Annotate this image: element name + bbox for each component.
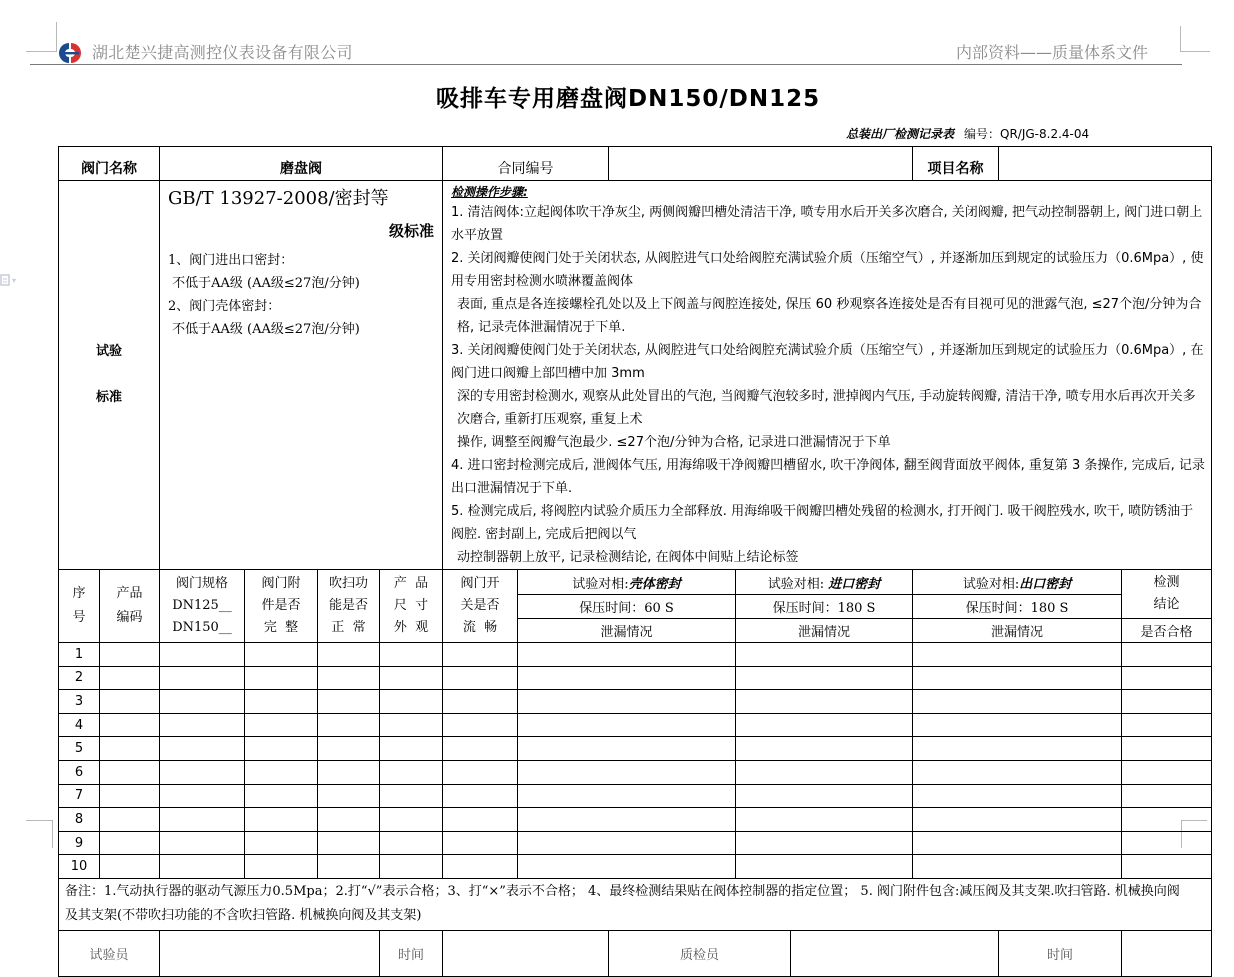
open-cell[interactable] xyxy=(443,760,518,784)
open-cell[interactable] xyxy=(443,713,518,737)
procedure-step: 表面, 重点是各连接螺栓孔处以及上下阀盖与阀腔连接处, 保压 60 秒观察各连接处是否有目视可见的泄露气泡, ≤27个泡/分钟为合格, 记录壳体泄漏情况于下单. xyxy=(457,297,1202,335)
inlet-leak-cell[interactable] xyxy=(736,831,913,855)
shell-leak-cell[interactable] xyxy=(518,713,736,737)
blow-cell[interactable] xyxy=(318,666,380,690)
size-cell[interactable] xyxy=(380,760,443,784)
form-code: 编号：QR/JG-8.2.4-04 xyxy=(964,127,1090,141)
outlet-leak-cell[interactable] xyxy=(913,737,1122,761)
time-label-2: 时间 xyxy=(999,930,1122,976)
project-label: 项目名称 xyxy=(913,147,999,181)
seq-cell: 1 xyxy=(59,643,100,667)
table-row xyxy=(59,808,1212,832)
seq-cell: 10 xyxy=(59,855,100,879)
conclusion-cell[interactable] xyxy=(1122,808,1212,832)
col-header-open-l1: 阀门开 xyxy=(460,576,500,591)
test-prefix: 试验对相: xyxy=(767,576,825,592)
product-code-cell[interactable] xyxy=(100,713,160,737)
test-standard-label-line2: 标准 xyxy=(95,390,122,405)
product-code-cell[interactable] xyxy=(100,784,160,808)
note-row xyxy=(59,878,1212,930)
outlet-leak-cell[interactable] xyxy=(913,690,1122,714)
test-standard-content xyxy=(160,181,443,570)
open-cell[interactable] xyxy=(443,855,518,879)
standard-code-line1: GB/T 13927-2008/密封等 xyxy=(168,188,389,209)
valve-name-label: 阀门名称 xyxy=(59,147,160,181)
outlet-leak-cell[interactable] xyxy=(913,808,1122,832)
info-row xyxy=(59,147,1212,181)
seq-cell: 5 xyxy=(59,737,100,761)
open-cell[interactable] xyxy=(443,808,518,832)
conclusion-cell[interactable] xyxy=(1122,855,1212,879)
test-prefix: 试验对相: xyxy=(572,576,629,592)
test-standard-label xyxy=(59,181,160,570)
inspector-label: 质检员 xyxy=(609,930,791,976)
col-header-spec-l3: DN150__ xyxy=(172,620,232,635)
inlet-leak-cell[interactable] xyxy=(736,690,913,714)
form-name: 总装出厂检测记录表 xyxy=(846,127,955,141)
spec-cell[interactable] xyxy=(160,666,245,690)
table-row xyxy=(59,855,1212,879)
col-header-size-l3: 外 观 xyxy=(393,620,429,635)
contract-value[interactable] xyxy=(609,147,913,181)
inlet-leak-cell[interactable] xyxy=(736,737,913,761)
open-cell[interactable] xyxy=(443,690,518,714)
spec-cell[interactable] xyxy=(160,855,245,879)
shell-leak-cell[interactable] xyxy=(518,855,736,879)
contract-label: 合同编号 xyxy=(443,147,609,181)
spec-cell[interactable] xyxy=(160,760,245,784)
internal-doc-label: 内部资料——质量体系文件 xyxy=(956,43,1149,62)
standard-item: 1、阀门进出口密封： xyxy=(168,253,294,268)
standard-item: 2、阀门壳体密封： xyxy=(168,299,281,314)
col-header-size-l1: 产 品 xyxy=(393,576,429,591)
col-header-blow-l3: 正 常 xyxy=(331,620,366,635)
conclusion-cell[interactable] xyxy=(1122,713,1212,737)
inlet-leak-cell[interactable] xyxy=(736,713,913,737)
hold-time-inlet: 保压时间：180 S xyxy=(736,595,913,619)
col-header-acc-l3: 完 整 xyxy=(263,620,299,635)
accessories-cell[interactable] xyxy=(245,784,318,808)
accessories-cell[interactable] xyxy=(245,760,318,784)
remarks-line2: 及其支架(不带吹扫功能的不含吹扫管路. 机械换向阀及其支架) xyxy=(65,908,422,924)
table-row xyxy=(59,737,1212,761)
blow-cell[interactable] xyxy=(318,784,380,808)
paste-options-icon[interactable]: ▾ xyxy=(0,272,22,290)
product-code-cell[interactable] xyxy=(100,690,160,714)
inspection-record-table xyxy=(58,146,1212,977)
remarks-line1: 备注：1.气动执行器的驱动气源压力0.5Mpa；2.打“√”表示合格；3、打“×”表示不合格； 4、最终检测结果贴在阀体控制器的指定位置； 5. 阀门附件包含:减压阀及其支架.吹扫管路. 机械换向阀 xyxy=(65,884,1180,900)
shell-leak-cell[interactable] xyxy=(518,666,736,690)
company-name: 湖北楚兴捷高测控仪表设备有限公司 xyxy=(92,43,353,62)
leak-status-outlet: 泄漏情况 xyxy=(913,619,1122,643)
test-inlet-header xyxy=(736,570,913,595)
size-cell[interactable] xyxy=(380,643,443,667)
corner-mark-top-right-h xyxy=(1180,51,1210,52)
size-cell[interactable] xyxy=(380,690,443,714)
table-row xyxy=(59,831,1212,855)
col-header-spec-l2: DN125__ xyxy=(172,598,232,613)
inlet-leak-cell[interactable] xyxy=(736,808,913,832)
spec-cell[interactable] xyxy=(160,713,245,737)
conclusion-cell[interactable] xyxy=(1122,784,1212,808)
inlet-leak-cell[interactable] xyxy=(736,760,913,784)
procedure-heading: 检测操作步骤: xyxy=(451,185,528,199)
procedure-step: 操作, 调整至阀瓣气泡最少. ≤27个泡/分钟为合格, 记录进口泄漏情况于下单 xyxy=(457,435,891,450)
shell-leak-cell[interactable] xyxy=(518,808,736,832)
leak-status-shell: 泄漏情况 xyxy=(518,619,736,643)
conclusion-cell[interactable] xyxy=(1122,831,1212,855)
spec-cell[interactable] xyxy=(160,808,245,832)
col-header-acc-l2: 件是否 xyxy=(261,598,301,613)
col-header-acc-l1: 阀门附 xyxy=(261,576,301,591)
table-row xyxy=(59,760,1212,784)
inlet-leak-cell[interactable] xyxy=(736,855,913,879)
product-code-cell[interactable] xyxy=(100,666,160,690)
outlet-leak-cell[interactable] xyxy=(913,831,1122,855)
time-label-1: 时间 xyxy=(380,930,443,976)
outlet-leak-cell[interactable] xyxy=(913,784,1122,808)
procedure-step: 深的专用密封检测水, 观察从此处冒出的气泡, 当阀瓣气泡较多时, 泄掉阀内气压, 手动旋转阀瓣, 清洁干净, 喷专用水后再次开关多次磨合, 重新打压观察, 重复上术 xyxy=(457,389,1196,427)
size-cell[interactable] xyxy=(380,713,443,737)
conclusion-cell[interactable] xyxy=(1122,737,1212,761)
test-outlet-header xyxy=(913,570,1122,595)
col-header-conclusion xyxy=(1122,570,1212,619)
product-code-cell[interactable] xyxy=(100,831,160,855)
procedure-step: 2. 关闭阀瓣使阀门处于关闭状态, 从阀腔进气口处给阀腔充满试验介质（压缩空气）, 并逐渐加压到规定的试验压力（0.6Mpa）, 使用专用密封检测水喷淋覆盖阀体 xyxy=(451,251,1204,289)
seq-cell: 4 xyxy=(59,713,100,737)
accessories-cell[interactable] xyxy=(245,737,318,761)
conclusion-cell[interactable] xyxy=(1122,760,1212,784)
shell-leak-cell[interactable] xyxy=(518,737,736,761)
test-standard-label-line1: 试验 xyxy=(95,344,122,359)
test-name: 壳体密封 xyxy=(628,576,681,592)
col-header-blow-l2: 能是否 xyxy=(328,598,368,613)
col-header-open-l2: 关是否 xyxy=(460,598,500,613)
product-code-cell[interactable] xyxy=(100,855,160,879)
tester-label: 试验员 xyxy=(59,930,160,976)
seq-cell: 7 xyxy=(59,784,100,808)
shell-leak-cell[interactable] xyxy=(518,760,736,784)
blow-cell[interactable] xyxy=(318,690,380,714)
hold-time-shell: 保压时间：60 S xyxy=(518,595,736,619)
project-value[interactable] xyxy=(999,147,1212,181)
blow-cell[interactable] xyxy=(318,737,380,761)
shell-leak-cell[interactable] xyxy=(518,831,736,855)
open-cell[interactable] xyxy=(443,831,518,855)
size-cell[interactable] xyxy=(380,666,443,690)
size-cell[interactable] xyxy=(380,831,443,855)
size-cell[interactable] xyxy=(380,808,443,832)
test-shell-header xyxy=(518,570,736,595)
corner-mark-top-right xyxy=(1180,26,1181,52)
standard-row xyxy=(59,181,1212,570)
accessories-cell[interactable] xyxy=(245,666,318,690)
conclusion-cell[interactable] xyxy=(1122,690,1212,714)
product-code-cell[interactable] xyxy=(100,737,160,761)
document-title: 吸排车专用磨盘阀DN150/DN125 xyxy=(436,86,821,112)
blow-cell[interactable] xyxy=(318,713,380,737)
procedure-steps xyxy=(443,181,1212,570)
shell-leak-cell[interactable] xyxy=(518,784,736,808)
accessories-cell[interactable] xyxy=(245,855,318,879)
open-cell[interactable] xyxy=(443,737,518,761)
size-cell[interactable] xyxy=(380,784,443,808)
valve-name-value[interactable]: 磨盘阀 xyxy=(160,147,443,181)
open-cell[interactable] xyxy=(443,666,518,690)
col-header-concl-l3: 是否合格 xyxy=(1122,619,1212,643)
standard-code-line2: 级标准 xyxy=(388,222,434,240)
company-logo-icon xyxy=(52,40,88,66)
procedure-step: 4. 进口密封检测完成后, 泄阀体气压, 用海绵吸干净阀瓣凹槽留水, 吹干净阀体, 翻至阀背面放平阀体, 重复第 3 条操作, 完成后, 记录出口泄漏情况于下单. xyxy=(451,458,1205,496)
blow-cell[interactable] xyxy=(318,808,380,832)
conclusion-cell[interactable] xyxy=(1122,643,1212,667)
data-rows xyxy=(59,643,1212,879)
inlet-leak-cell[interactable] xyxy=(736,784,913,808)
standard-item: 不低于AA级 (AA级≤27泡/分钟) xyxy=(168,322,360,337)
blow-cell[interactable] xyxy=(318,831,380,855)
time-value-2[interactable] xyxy=(1122,930,1212,976)
accessories-cell[interactable] xyxy=(245,690,318,714)
col-header-size-l2: 尺 寸 xyxy=(393,598,429,613)
test-name: 出口密封 xyxy=(1019,576,1072,592)
table-row xyxy=(59,784,1212,808)
col-header-open-l3: 流 畅 xyxy=(462,620,498,635)
open-cell[interactable] xyxy=(443,643,518,667)
outlet-leak-cell[interactable] xyxy=(913,666,1122,690)
procedure-step: 5. 检测完成后, 将阀腔内试验介质压力全部释放. 用海绵吸干阀瓣凹槽处残留的检测水, 打开阀门. 吸干阀腔残水, 吹干, 喷防锈油于阀腔. 密封副上, 完成后把阀以气 xyxy=(451,504,1194,542)
corner-mark-bottom-left-h xyxy=(26,820,52,821)
outlet-leak-cell[interactable] xyxy=(913,760,1122,784)
col-header-open xyxy=(443,570,518,643)
seq-cell: 8 xyxy=(59,808,100,832)
signature-row xyxy=(59,930,1212,976)
open-cell[interactable] xyxy=(443,784,518,808)
col-header-blow-l1: 吹扫功 xyxy=(328,576,368,591)
col-header-accessories xyxy=(245,570,318,643)
blow-cell[interactable] xyxy=(318,855,380,879)
seq-cell: 9 xyxy=(59,831,100,855)
hold-time-outlet: 保压时间：180 S xyxy=(913,595,1122,619)
outlet-leak-cell[interactable] xyxy=(913,713,1122,737)
size-cell[interactable] xyxy=(380,737,443,761)
col-header-spec-l1: 阀门规格 xyxy=(175,576,228,591)
spec-cell[interactable] xyxy=(160,643,245,667)
size-cell[interactable] xyxy=(380,855,443,879)
inspector-value[interactable] xyxy=(791,930,999,976)
col-header-size xyxy=(380,570,443,643)
col-header-blow xyxy=(318,570,380,643)
table-row xyxy=(59,666,1212,690)
spec-cell[interactable] xyxy=(160,784,245,808)
header-rule xyxy=(30,64,1182,65)
remarks xyxy=(59,878,1212,930)
procedure-step: 3. 关闭阀瓣使阀门处于关闭状态, 从阀腔进气口处给阀腔充满试验介质（压缩空气）, 并逐渐加压到规定的试验压力（0.6Mpa）, 在阀门进口阀瓣上部凹槽中加 3mm xyxy=(451,343,1204,381)
leak-status-inlet: 泄漏情况 xyxy=(736,619,913,643)
table-row xyxy=(59,643,1212,667)
product-code-cell[interactable] xyxy=(100,808,160,832)
spec-cell[interactable] xyxy=(160,690,245,714)
shell-leak-cell[interactable] xyxy=(518,690,736,714)
standard-item: 不低于AA级 (AA级≤27泡/分钟) xyxy=(168,276,360,291)
product-code-cell[interactable] xyxy=(100,643,160,667)
inlet-leak-cell[interactable] xyxy=(736,643,913,667)
blow-cell[interactable] xyxy=(318,643,380,667)
blow-cell[interactable] xyxy=(318,760,380,784)
col-header-concl-l2: 结论 xyxy=(1153,597,1180,612)
seq-cell: 2 xyxy=(59,666,100,690)
time-value-1[interactable] xyxy=(443,930,609,976)
seq-cell: 6 xyxy=(59,760,100,784)
conclusion-cell[interactable] xyxy=(1122,666,1212,690)
col-header-seq: 序号 xyxy=(59,570,100,643)
procedure-step: 动控制器朝上放平, 记录检测结论, 在阀体中间贴上结论标签 xyxy=(457,550,799,565)
table-row xyxy=(59,690,1212,714)
shell-leak-cell[interactable] xyxy=(518,643,736,667)
col-header-concl-l1: 检测 xyxy=(1153,575,1180,590)
test-prefix: 试验对相: xyxy=(962,576,1020,592)
accessories-cell[interactable] xyxy=(245,831,318,855)
accessories-cell[interactable] xyxy=(245,713,318,737)
outlet-leak-cell[interactable] xyxy=(913,643,1122,667)
procedure-step: 1. 清洁阀体:立起阀体吹干净灰尘, 两侧阀瓣凹槽处清洁干净, 喷专用水后开关多次磨合, 关闭阀瓣, 把气动控制器朝上, 阀门进口朝上水平放置 xyxy=(451,205,1203,243)
corner-mark-bottom-left xyxy=(52,820,53,848)
col-header-spec xyxy=(160,570,245,643)
accessories-cell[interactable] xyxy=(245,808,318,832)
col-header-code: 产品编码 xyxy=(100,570,160,643)
test-name: 进口密封 xyxy=(828,576,881,592)
spec-cell[interactable] xyxy=(160,831,245,855)
accessories-cell[interactable] xyxy=(245,643,318,667)
table-row xyxy=(59,713,1212,737)
product-code-cell[interactable] xyxy=(100,760,160,784)
seq-cell: 3 xyxy=(59,690,100,714)
outlet-leak-cell[interactable] xyxy=(913,855,1122,879)
form-identifier xyxy=(846,125,1089,142)
inlet-leak-cell[interactable] xyxy=(736,666,913,690)
column-header-row-1 xyxy=(59,570,1212,595)
tester-value[interactable] xyxy=(160,930,380,976)
spec-cell[interactable] xyxy=(160,737,245,761)
